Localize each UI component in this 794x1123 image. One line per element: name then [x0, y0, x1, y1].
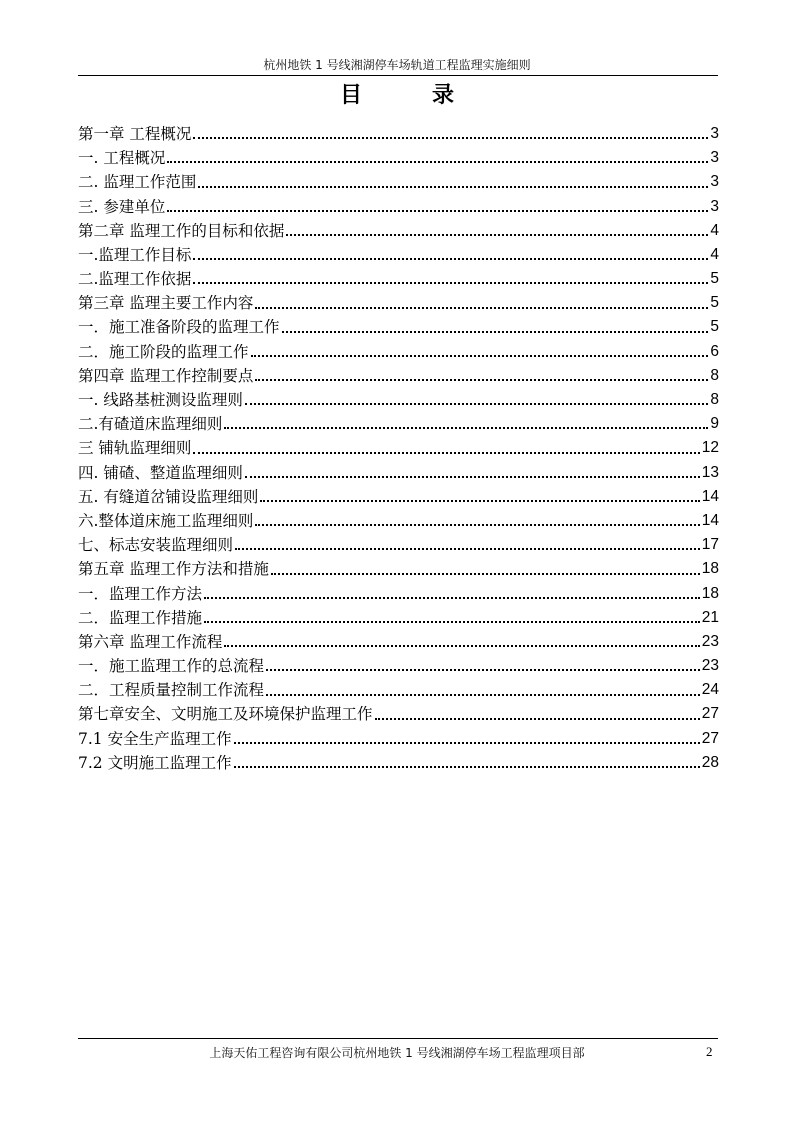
- toc-entry-page: 6: [710, 342, 719, 360]
- toc-entry-page: 8: [710, 366, 719, 384]
- toc-entry-page: 3: [710, 124, 719, 142]
- toc-entry-page: 3: [710, 149, 719, 167]
- toc-entry[interactable]: [78, 654, 719, 678]
- toc-entry[interactable]: [78, 703, 719, 727]
- toc-entry-page: 28: [701, 753, 719, 771]
- toc-entry[interactable]: [78, 243, 719, 267]
- toc-entry-label: 第四章 监理工作控制要点: [78, 366, 254, 385]
- toc-entry-page: 27: [701, 705, 719, 723]
- toc-entry[interactable]: [78, 461, 719, 485]
- toc-entry-page: 17: [701, 536, 719, 554]
- toc-entry-label: 三 铺轨监理细则: [78, 439, 192, 458]
- page-footer: 上海天佑工程咨询有限公司杭州地铁 1 号线湘湖停车场工程监理项目部: [209, 1046, 585, 1060]
- toc-entry-label: 二.有碴道床监理细则: [78, 415, 223, 434]
- toc-entry-label: 第六章 监理工作流程: [78, 632, 223, 651]
- toc-entry-page: 18: [701, 560, 719, 578]
- toc-entry-page: 14: [701, 487, 719, 505]
- toc-entry[interactable]: [78, 267, 719, 291]
- toc-entry-page: 3: [710, 173, 719, 191]
- toc-list: [78, 122, 719, 775]
- toc-entry-label: 一. 线路基桩测设监理则: [78, 391, 243, 410]
- toc-entry[interactable]: [78, 195, 719, 219]
- page-number: 2: [706, 1044, 713, 1059]
- toc-leader-dots: [266, 669, 700, 671]
- toc-leader-dots: [198, 186, 708, 188]
- toc-entry-page: 27: [701, 729, 719, 747]
- toc-entry-page: 5: [710, 318, 719, 336]
- toc-entry-label: 第五章 监理工作方法和措施: [78, 560, 269, 579]
- toc-entry[interactable]: [78, 582, 719, 606]
- toc-entry-label: 一. 工程概况: [78, 149, 166, 168]
- toc-title-char-1: 目: [339, 82, 362, 108]
- toc-entry-page: 21: [701, 608, 719, 626]
- toc-entry-label: 一.监理工作目标: [78, 245, 192, 264]
- toc-entry-label: 一．监理工作方法: [78, 584, 203, 603]
- toc-leader-dots: [234, 742, 700, 744]
- toc-entry-page: 3: [710, 197, 719, 215]
- toc-entry-page: 8: [710, 391, 719, 409]
- toc-entry[interactable]: [78, 678, 719, 702]
- toc-entry-page: 23: [701, 632, 719, 650]
- toc-leader-dots: [167, 161, 708, 163]
- toc-leader-dots: [375, 718, 700, 720]
- toc-entry[interactable]: [78, 533, 719, 557]
- toc-leader-dots: [255, 524, 699, 526]
- toc-entry-page: 4: [710, 245, 719, 263]
- toc-entry[interactable]: [78, 606, 719, 630]
- toc-leader-dots: [204, 621, 700, 623]
- toc-leader-dots: [271, 573, 700, 575]
- toc-entry-label: 7.1 安全生产监理工作: [78, 729, 232, 748]
- toc-entry[interactable]: [78, 219, 719, 243]
- toc-entry-label: 四. 铺碴、整道监理细则: [78, 463, 243, 482]
- toc-leader-dots: [260, 500, 699, 502]
- toc-entry-page: 13: [701, 463, 719, 481]
- toc-entry[interactable]: [78, 146, 719, 170]
- toc-entry-page: 24: [701, 681, 719, 699]
- toc-leader-dots: [251, 355, 709, 357]
- toc-entry-page: 4: [710, 221, 719, 239]
- toc-entry-label: 第三章 监理主要工作内容: [78, 294, 254, 313]
- toc-entry-label: 7.2 文明施工监理工作: [78, 753, 232, 772]
- toc-entry-page: 14: [701, 511, 719, 529]
- toc-leader-dots: [286, 234, 708, 236]
- toc-entry-label: 一．施工准备阶段的监理工作: [78, 318, 280, 337]
- toc-leader-dots: [193, 137, 708, 139]
- toc-entry-label: 一．施工监理工作的总流程: [78, 657, 265, 676]
- toc-leader-dots: [245, 476, 700, 478]
- toc-entry[interactable]: [78, 364, 719, 388]
- toc-entry-label: 二．工程质量控制工作流程: [78, 681, 265, 700]
- toc-leader-dots: [282, 331, 709, 333]
- toc-entry-label: 二．监理工作措施: [78, 608, 203, 627]
- toc-leader-dots: [255, 307, 708, 309]
- toc-entry-page: 9: [710, 415, 719, 433]
- header-divider: [78, 75, 718, 76]
- toc-entry-label: 第二章 监理工作的目标和依据: [78, 221, 285, 240]
- toc-entry-page: 5: [710, 270, 719, 288]
- toc-leader-dots: [224, 645, 699, 647]
- toc-entry-page: 18: [701, 584, 719, 602]
- toc-entry[interactable]: [78, 340, 719, 364]
- toc-leader-dots: [255, 379, 708, 381]
- toc-entry[interactable]: [78, 412, 719, 436]
- toc-entry-page: 5: [710, 294, 719, 312]
- toc-leader-dots: [167, 210, 708, 212]
- toc-entry-label: 六.整体道床施工监理细则: [78, 511, 254, 530]
- toc-entry[interactable]: [78, 727, 719, 751]
- toc-entry[interactable]: [78, 291, 719, 315]
- toc-leader-dots: [235, 548, 700, 550]
- toc-entry[interactable]: [78, 122, 719, 146]
- toc-entry-label: 二. 监理工作范围: [78, 173, 197, 192]
- toc-title-char-2: 录: [432, 82, 455, 108]
- toc-leader-dots: [266, 694, 700, 696]
- toc-entry-page: 12: [701, 439, 719, 457]
- page-header: 杭州地铁 1 号线湘湖停车场轨道工程监理实施细则: [263, 58, 531, 72]
- toc-leader-dots: [204, 597, 700, 599]
- toc-entry[interactable]: [78, 557, 719, 581]
- toc-leader-dots: [193, 282, 708, 284]
- toc-leader-dots: [245, 403, 709, 405]
- toc-entry[interactable]: [78, 485, 719, 509]
- toc-entry-label: 二.监理工作依据: [78, 270, 192, 289]
- toc-leader-dots: [193, 452, 699, 454]
- toc-entry[interactable]: [78, 630, 719, 654]
- toc-entry[interactable]: [78, 751, 719, 775]
- toc-leader-dots: [193, 258, 708, 260]
- toc-entry[interactable]: [78, 316, 719, 340]
- toc-entry[interactable]: [78, 509, 719, 533]
- toc-entry-label: 第七章安全、文明施工及环境保护监理工作: [78, 705, 373, 724]
- toc-entry[interactable]: [78, 436, 719, 460]
- toc-leader-dots: [224, 427, 708, 429]
- toc-entry-page: 23: [701, 657, 719, 675]
- toc-leader-dots: [234, 766, 700, 768]
- toc-entry-label: 第一章 工程概况: [78, 124, 192, 143]
- toc-entry-label: 三. 参建单位: [78, 197, 166, 216]
- toc-entry[interactable]: [78, 388, 719, 412]
- footer-divider: [78, 1038, 718, 1039]
- toc-entry-label: 五. 有缝道岔铺设监理细则: [78, 487, 259, 506]
- toc-entry-label: 二．施工阶段的监理工作: [78, 342, 249, 361]
- toc-entry[interactable]: [78, 170, 719, 194]
- toc-entry-label: 七、标志安装监理细则: [78, 536, 234, 555]
- toc-title: [0, 78, 794, 109]
